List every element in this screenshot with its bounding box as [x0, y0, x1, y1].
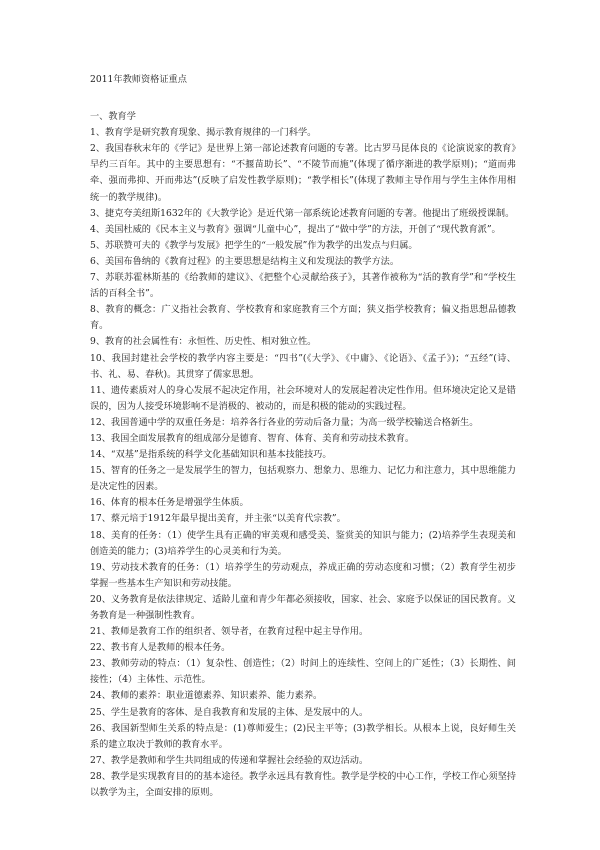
list-item: 11、遗传素质对人的身心发展不起决定作用，社会环境对人的发展起着决定性作用。但环境决定论又是错误的，因为人接受环境影响不是消极的、被动的，而是积极的能动的实践过程。 — [90, 384, 516, 412]
list-item: 6、美国布鲁纳的《教育过程》的主要思想是结构主义和发现法的教学方法。 — [90, 255, 400, 267]
list-item: 9、教育的社会属性有：永恒性、历史性、相对独立性。 — [90, 336, 317, 348]
list-item: 2、我国春秋末年的《学记》是世界上第一部论述教育问题的专著。比古罗马昆体良的《论演说家的教育》早约三百年。其中的主要思想有：“不揠苗助长”、“不陵节而施”(体现了循序渐进的教学原则)；“道而弗牵、强而弗抑、开而弗达”(反映了启发性教学原则)；“教学相长”(体现了教师主导作用与学生主体作用相统一的教学规律)。 — [90, 143, 516, 203]
list-item: 19、劳动技术教育的任务：（1）培养学生的劳动观点，养成正确的劳动态度和习惯；（2）教育学生初步掌握一些基本生产知识和劳动技能。 — [90, 561, 516, 589]
document-page — [90, 72, 516, 801]
list-item: 26、我国新型师生关系的特点是：(1)尊师爱生；(2)民主平等；(3)教学相长。从根本上说，良好师生关系的建立取决于教师的教育水平。 — [90, 722, 516, 750]
list-item: 16、体育的根本任务是增强学生体质。 — [90, 497, 249, 509]
item-list — [90, 125, 516, 801]
list-item: 20、义务教育是依法律规定、适龄儿童和青少年都必须接收，国家、社会、家庭予以保证的国民教育。义务教育是一种强制性教育。 — [90, 593, 516, 621]
list-item: 27、教学是教师和学生共同组成的传递和掌握社会经验的双边活动。 — [90, 754, 369, 766]
list-item: 24、教师的素养：职业道德素养、知识素养、能力素养。 — [90, 690, 323, 702]
list-item: 28、教学是实现教育目的的基本途径。教学永远具有教育性。教学是学校的中心工作，学校工作心须坚持以教学为主，全面安排的原则。 — [90, 770, 516, 799]
list-item: 5、苏联赞可夫的《教学与发展》把学生的“一般发展”作为教学的出发点与归属。 — [90, 239, 418, 251]
list-item: 4、美国杜威的《民本主义与教育》强调“儿童中心”，提出了“做中学”的方法，开创了“现代教育派”。 — [90, 223, 501, 235]
list-item: 22、教书育人是教师的根本任务。 — [90, 642, 231, 654]
list-item: 7、苏联苏霍林斯基的《给教师的建议》、《把整个心灵献给孩子》，其著作被称为“活的教育学”和“学校生活的百科全书”。 — [90, 272, 516, 300]
list-item: 15、智育的任务之一是发展学生的智力，包括观察力、想象力、思维力、记忆力和注意力，其中思维能力是决定性的因素。 — [90, 465, 516, 493]
section-heading: 一、教育学 — [90, 111, 136, 123]
list-item: 8、教育的概念：广义指社会教育、学校教育和家庭教育三个方面；狭义指学校教育；偏义指思想品德教育。 — [90, 304, 516, 332]
list-item: 23、教师劳动的特点：（1）复杂性、创造性；（2）时间上的连续性、空间上的广延性；（3）长期性、间接性；（4）主体性、示范性。 — [90, 658, 516, 686]
list-item: 14、“双基”是指系统的科学文化基础知识和基本技能技巧。 — [90, 449, 332, 461]
list-item: 3、捷克夸美纽斯1632年的《大教学论》是近代第一部系统论述教育问题的专著。他提出了班级授课制。 — [90, 207, 515, 219]
document-title: 2011年教师资格证重点 — [90, 74, 187, 85]
list-item: 10、我国封建社会学校的教学内容主要是：“四书”(《大学》、《中庸》、《论语》、《孟子》)；“五经”(诗、书、礼、易、春秋)。其贯穿了儒家思想。 — [90, 352, 516, 380]
list-item: 21、教师是教育工作的组织者、领导者，在教育过程中起主导作用。 — [90, 626, 369, 638]
list-item: 12、我国普通中学的双重任务是：培养各行各业的劳动后备力量；为高一级学校输送合格新生。 — [90, 416, 479, 428]
list-item: 25、学生是教育的客体、是自我教育和发展的主体、是发展中的人。 — [90, 706, 369, 718]
list-item: 18、美育的任务：（1）使学生具有正确的审美观和感受美、鉴赏美的知识与能力；(2)培养学生表现美和创造美的能力；(3)培养学生的心灵美和行为美。 — [90, 529, 516, 557]
list-item: 13、我国全面发展教育的组成部分是德育、智育、体育、美育和劳动技术教育。 — [90, 432, 415, 444]
list-item: 1、教育学是研究教育现象、揭示教育规律的一门科学。 — [90, 127, 317, 139]
list-item: 17、蔡元培于1912年最早提出美育，并主张“以美育代宗教”。 — [90, 513, 346, 525]
